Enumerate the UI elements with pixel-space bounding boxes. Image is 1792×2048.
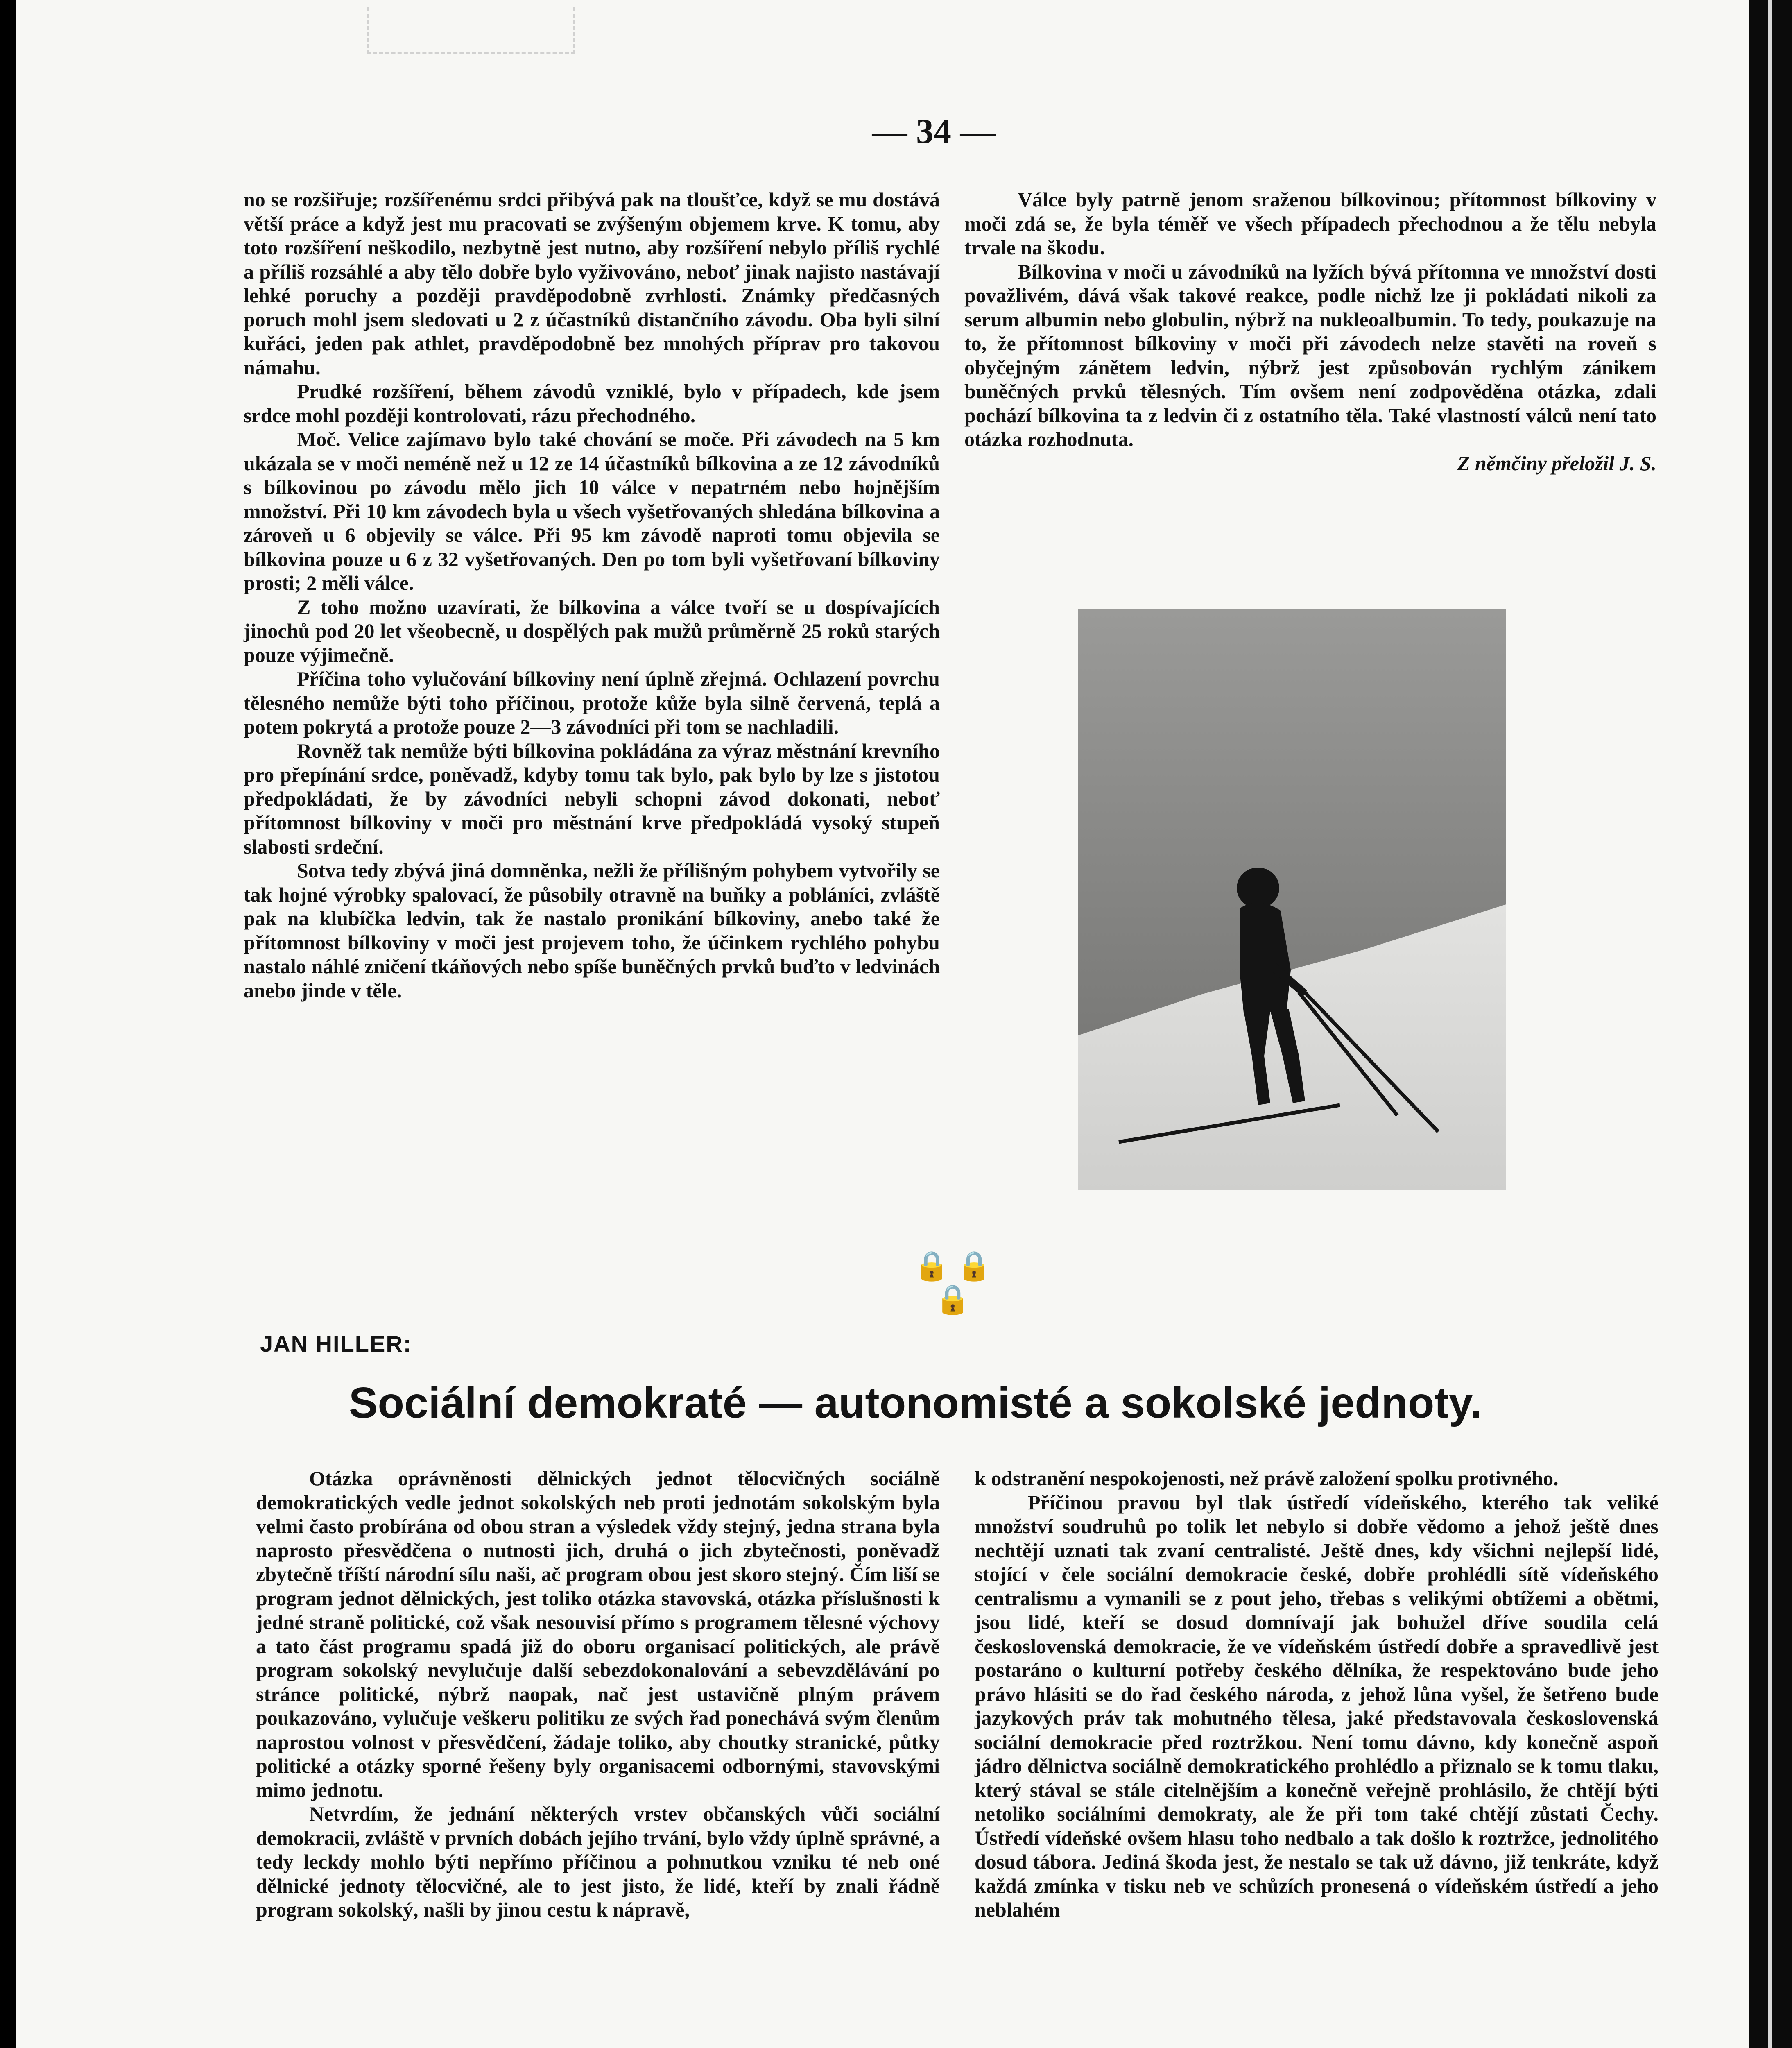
paragraph: Moč. Velice zajímavo bylo také chování se moče. Při závodech na 5 km ukázala se v moči neméně než u 12 ze 14 účastníků bílkovina a ze 12 závodníků s bílkovinou po závodu mělo jich 10 válce v nepatrném nebo hojnějším množství. Při 10 km závodech byla u všech vyšetřovaných shledána bílkovina a zároveň u 6 objevily se válce. Při 95 km závodě naproti tomu objevila se bílkovina pouze u 6 z 32 vyšetřovaných. Den po tom byli vyšetřovaní bílkoviny prosti; 2 měli válce. [244, 428, 940, 594]
newspaper-page [16, 0, 1749, 2048]
paragraph: Válce byly patrně jenom sraženou bílkovinou; přítomnost bílkoviny v moči zdá se, že byla téměř ve všech případech přechodnou a že tělu nebyla trvale na škodu. [964, 188, 1656, 259]
top-right-column [964, 188, 1656, 475]
translator-signature: Z němčiny přeložil J. S. [1457, 451, 1656, 475]
archive-stamp [367, 7, 575, 54]
article-left-column [256, 1466, 940, 1922]
skier-photo [1078, 609, 1506, 1190]
paragraph: Sotva tedy zbývá jiná domněnka, nežli že přílišným pohybem vytvořily se tak hojné výrobky spalovací, že působily otravně na buňky a pobláníci, zvláště pak na klubíčka ledvin, tak že nastalo pronikání bílkoviny, anebo také že přítomnost bílkoviny v moči jest projevem toho, že účinkem rychlého pohybu nastalo náhlé zničení tkáňových nebo spíše buněčných prvků buďto v ledvinách anebo jinde v těle. [244, 859, 940, 1002]
article-title: Sociální demokraté — autonomisté a sokolské jednoty. [348, 1379, 1482, 1427]
paragraph: Z toho možno uzavírati, že bílkovina a válce tvoří se u dospívajících jinochů pod 20 let všeobecně, u dospělých pak mužů průměrně 25 roků starých pouze výjimečně. [244, 595, 940, 666]
article-author: JAN HILLER: [260, 1331, 412, 1357]
top-left-column [244, 188, 940, 1002]
paragraph: Otázka oprávněnosti dělnických jednot tělocvičných sociálně demokratických vedle jednot sokolských neb proti jednotám sokolským byla velmi často probírána od obou stran a výsledek vždy stejný, jedna strana byla naprosto přesvědčena o nutnosti jich, druhá o jich zbytečnosti, poněvadž zbytečně tříští národní sílu naši, ač program obou jest skoro stejný. Čím liší se program jednot dělnických, jest toliko otázka stavovská, otázka příslušnosti k jedné straně politické, což však nesouvisí přímo s programem tělesné výchovy a tato část programu spadá již do oboru organisací politických, ale právě program sokolský nevylučuje další sebezdokonalování a sebevzdělávání po stránce politické, nýbrž naopak, nač jest ustavičně plným právem poukazováno, vylučuje veškeru politiku ze svých řad ponechává svým členům naprostou volnost v přesvědčení, žádaje toliko, aby choutky stranické, půtky politické a otázky sporné řešeny byly organisacemi odbornými, stavovskými mimo jednotu. [256, 1467, 940, 1801]
paragraph: Bílkovina v moči u závodníků na lyžích bývá přítomna ve množství dosti považlivém, dává však takové reakce, podle nichž lze ji pokládati nikoli za serum albumin nebo globulin, nýbrž na nukleoalbumin. To tedy, poukazuje na to, že přítomnost bílkoviny v moči při závodech nelze stavěti na roveň s obyčejným zánětem ledvin, nýbrž jest způsobován rychlým zánikem buněčných prvků tělesných. Tím ovšem není zodpověděna otázka, zdali pochází bílkovina ta z ledvin či z ostatního těla. Také vlastností válců není tato otázka rozhodnuta. [964, 260, 1656, 451]
paragraph: Netvrdím, že jednání některých vrstev občanských vůči sociální demokracii, zvláště v prvních dobách jejího trvání, bylo vždy úplně správné, a tedy leckdy mohlo býti nepřímo příčinou a pohnutkou vzniku té neb oné dělnické jednoty tělocvičné, ale to jest jisto, že lidé, kteří by znali řádně program sokolský, našli by jinou cestu k nápravě, [256, 1802, 940, 1921]
scan-edge-line [1768, 0, 1772, 2048]
paragraph: k odstranění nespokojenosti, než právě založení spolku protivného. [975, 1467, 1559, 1490]
paragraph: Příčinou pravou byl tlak ústředí vídeňského, kterého tak veliké množství soudruhů po tolik let nebylo si dobře vědomo a jehož ještě dnes nechtějí uznati tak zvaní centralisté. Ještě dnes, kdy všichni nejlepší lidé, stojící v čele sociální demokracie české, dobře prohlédli sítě vídeňského centralismu a vymanili se z pout jeho, třebas s velikými obtížemi a obětmi, jsou lidé, kteří se dosud domnívají jak bohužel dříve soudila celá československá demokracie, že ve vídeňském ústředí dobře a spravedlivě jest postaráno o kulturní potřeby českého dělníka, že respektováno bude jeho právo hlásiti se do řad českého národa, z jehož lůna vyšel, že šetřeno bude jazykových práv tak mohutného tělesa, jaké představovala československá sociální demokracie před roztržkou. Není tomu dávno, kdy konečně aspoň jádro dělnictva sociálně demokratického prohlédlo a přiznalo se k tomu tlaku, který stával se stále citelnějším a konečně veřejně prohlásilo, že chtějí býti netoliko sociálními demokraty, ale že při tom také chtějí zůstati Čechy. Ústředí vídeňské ovšem hlasu toho nedbalo a tak došlo k roztržce, jednolitého dosud tábora. Jediná škoda jest, že nestalo se tak už dávno, již tenkráte, když každá zmínka v tisku neb ve schůzích pronesená o vídeňském ústředí a jeho neblahém [975, 1491, 1659, 1921]
section-separator: 🔒🔒🔒 [914, 1251, 999, 1316]
page-number: — 34 — [872, 111, 996, 151]
paragraph: no se rozšiřuje; rozšířenému srdci přibývá pak na tloušťce, když se mu dostává větší práce a když jest mu pracovati se zvýšeným objemem krve. K tomu, aby toto rozšíření neškodilo, nezbytně jest nutno, aby rozšíření nebylo příliš rychlé a příliš rozsáhlé a aby tělo dobře bylo vyživováno, neboť jinak najisto nastávají lehké poruchy a později pravděpodobně zvrhlosti. Známky předčasných poruch mohl jsem sledovati u 2 z účastníků distančního závodu. Oba byli silní kuřáci, jeden pak athlet, pravděpodobně bez mnohých příprav pro takovou námahu. [244, 188, 940, 379]
paragraph: Příčina toho vylučování bílkoviny není úplně zřejmá. Ochlazení povrchu tělesného nemůže býti toho příčinou, protože kůže byla silně červená, teplá a potem pokrytá a protože pouze 2—3 závodníci při tom se nachladili. [244, 667, 940, 738]
paragraph: Prudké rozšíření, během závodů vzniklé, bylo v případech, kde jsem srdce mohl později kontrolovati, rázu přechodného. [244, 380, 940, 427]
paragraph: Rovněž tak nemůže býti bílkovina pokládána za výraz městnání krevního pro přepínání srdce, poněvadž, kdyby tomu tak bylo, pak bylo by lze s jistotou předpokládati, že by závodníci nebyli schopni závod dokonati, neboť přítomnost bílkoviny v moči pro městnání krve předpokládá vysoký stupeň slabosti srdeční. [244, 739, 940, 858]
skier-illustration [1078, 609, 1506, 1190]
article-right-column [975, 1466, 1659, 1922]
